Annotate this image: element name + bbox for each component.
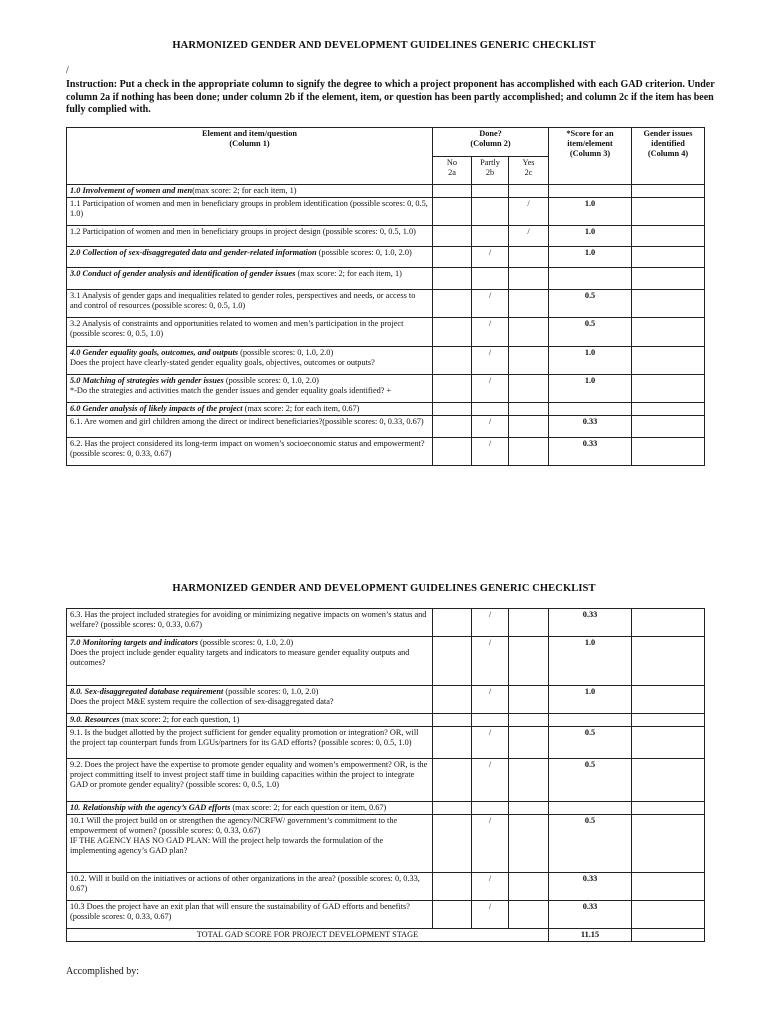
total-issues-cell	[632, 929, 705, 942]
element-cell	[67, 347, 433, 375]
issues-cell	[632, 226, 705, 247]
yes-cell	[509, 416, 549, 438]
element-text: 3.1 Analysis of gender gaps and inequalities related to gender roles, perspectives and needs, or access to and control of resources (possible scores: 0, 0.5, 1.0)	[70, 291, 416, 310]
table-row	[67, 802, 705, 815]
instruction-text: Instruction: Put a check in the appropriate column to signify the degree to which a project proponent has accomplished with each GAD criterion. Under column 2a if nothing has been done; under column 2b if the element, item, or question has been partly accomplished; and column 2c if the item has been fully complied with.	[66, 79, 715, 115]
table-row	[67, 268, 705, 290]
element-text: IF THE AGENCY HAS NO GAD PLAN: Will the project help towards the formulation of the implementing agency’s GAD plan?	[70, 836, 384, 855]
no-cell	[433, 873, 472, 901]
element-text: (max score: 2; for each item, 0.67)	[242, 404, 360, 413]
no-cell	[433, 347, 472, 375]
score-cell	[549, 268, 632, 290]
element-text: Does the project have clearly-stated gender equality goals, objectives, outcomes or outputs?	[70, 358, 375, 367]
score-cell: 0.5	[549, 759, 632, 802]
element-cell	[67, 198, 433, 226]
header-done: Done? (Column 2)	[433, 128, 549, 157]
issues-cell	[632, 815, 705, 873]
score-cell	[549, 403, 632, 416]
partly-cell	[472, 802, 509, 815]
score-cell: 0.33	[549, 438, 632, 466]
element-cell	[67, 375, 433, 403]
table-row	[67, 609, 705, 637]
element-text: 1.2 Participation of women and men in beneficiary groups in project design (possible scores: 0, 0.5, 1.0)	[70, 227, 416, 236]
element-text: (max score: 2; for each item, 1)	[192, 186, 297, 195]
table-row	[67, 198, 705, 226]
table-row	[67, 759, 705, 802]
score-cell: 1.0	[549, 375, 632, 403]
element-cell	[67, 727, 433, 759]
element-cell	[67, 901, 433, 929]
no-cell	[433, 375, 472, 403]
element-cell	[67, 759, 433, 802]
partly-cell	[472, 403, 509, 416]
table-row	[67, 438, 705, 466]
element-cell	[67, 247, 433, 268]
element-text: 10.3 Does the project have an exit plan that will ensure the sustainability of GAD efforts and benefits? (possible scores: 0, 0.33, 0.67)	[70, 902, 410, 921]
element-cell	[67, 815, 433, 873]
section-label: 8.0. Sex-disaggregated database requirement	[70, 687, 224, 696]
element-cell	[67, 416, 433, 438]
issues-cell	[632, 347, 705, 375]
header-partly: Partly 2b	[472, 157, 509, 185]
score-cell: 0.33	[549, 609, 632, 637]
no-cell	[433, 226, 472, 247]
no-cell	[433, 727, 472, 759]
section-label: 3.0 Conduct of gender analysis and identification of gender issues	[70, 269, 296, 278]
partly-cell: /	[472, 290, 509, 318]
issues-cell	[632, 901, 705, 929]
table-row	[67, 290, 705, 318]
element-cell	[67, 873, 433, 901]
issues-cell	[632, 290, 705, 318]
yes-cell	[509, 637, 549, 686]
no-cell	[433, 290, 472, 318]
element-cell	[67, 637, 433, 686]
yes-cell	[509, 802, 549, 815]
element-text: 1.1 Participation of women and men in beneficiary groups in problem identification (possible scores: 0, 0.5, 1.0)	[70, 199, 428, 218]
checklist-table-page1	[66, 127, 705, 466]
no-cell	[433, 318, 472, 347]
yes-cell	[509, 290, 549, 318]
section-label: 2.0 Collection of sex-disaggregated data and gender-related information	[70, 248, 317, 257]
score-cell	[549, 802, 632, 815]
score-cell: 1.0	[549, 198, 632, 226]
partly-cell: /	[472, 759, 509, 802]
yes-cell	[509, 873, 549, 901]
table-row	[67, 226, 705, 247]
issues-cell	[632, 714, 705, 727]
checklist-table-page2	[66, 608, 705, 942]
yes-cell	[509, 714, 549, 727]
issues-cell	[632, 759, 705, 802]
issues-cell	[632, 609, 705, 637]
score-cell: 1.0	[549, 686, 632, 714]
partly-cell: /	[472, 609, 509, 637]
partly-cell	[472, 714, 509, 727]
yes-cell	[509, 185, 549, 198]
element-cell	[67, 318, 433, 347]
table-row	[67, 873, 705, 901]
yes-cell	[509, 403, 549, 416]
element-cell	[67, 438, 433, 466]
element-text: (possible scores: 0, 1.0, 2.0)	[223, 376, 319, 385]
element-text: 3.2 Analysis of constraints and opportunities related to women and men’s participation in the project (possible scores: 0, 0.5, 1.0)	[70, 319, 404, 338]
element-text: (max score: 2; for each question, 1)	[119, 715, 240, 724]
header-issues: Gender issues identified (Column 4)	[632, 128, 705, 185]
partly-cell: /	[472, 375, 509, 403]
partly-cell: /	[472, 901, 509, 929]
table-row	[67, 815, 705, 873]
score-cell	[549, 714, 632, 727]
element-text: (possible scores: 0, 1.0, 2.0)	[197, 638, 294, 647]
element-text: (possible scores: 0, 1.0, 2.0)	[223, 687, 319, 696]
yes-cell	[509, 686, 549, 714]
partly-cell: /	[472, 416, 509, 438]
table-row	[67, 686, 705, 714]
section-label: 1.0 Involvement of women and men	[70, 186, 193, 195]
score-cell: 0.33	[549, 901, 632, 929]
table-row	[67, 375, 705, 403]
issues-cell	[632, 198, 705, 226]
element-text: 10.2. Will it build on the initiatives or actions of other organizations in the area? (possible scores: 0, 0.33, 0.67)	[70, 874, 420, 893]
element-cell	[67, 802, 433, 815]
issues-cell	[632, 268, 705, 290]
issues-cell	[632, 416, 705, 438]
partly-cell: /	[472, 347, 509, 375]
element-cell	[67, 226, 433, 247]
header-score: *Score for an item/element (Column 3)	[549, 128, 632, 185]
page-title-repeat: HARMONIZED GENDER AND DEVELOPMENT GUIDELINES GENERIC CHECKLIST	[172, 583, 596, 594]
score-cell: 0.5	[549, 815, 632, 873]
partly-cell	[472, 198, 509, 226]
section-label: 10. Relationship with the agency’s GAD efforts	[70, 803, 231, 812]
no-cell	[433, 247, 472, 268]
issues-cell	[632, 686, 705, 714]
partly-cell	[472, 268, 509, 290]
yes-cell: /	[509, 198, 549, 226]
table-row	[67, 247, 705, 268]
no-cell	[433, 185, 472, 198]
yes-cell	[509, 727, 549, 759]
yes-cell: /	[509, 226, 549, 247]
no-cell	[433, 714, 472, 727]
no-cell	[433, 609, 472, 637]
table-row	[67, 347, 705, 375]
table-row	[67, 714, 705, 727]
yes-cell	[509, 268, 549, 290]
element-text: Does the project include gender equality targets and indicators to measure gender equality outputs and outcomes?	[70, 648, 410, 667]
element-cell	[67, 686, 433, 714]
issues-cell	[632, 727, 705, 759]
no-cell	[433, 815, 472, 873]
element-text: 10.1 Will the project build on or strengthen the agency/NCRFW/ government’s commitment to the empowerment of women? (possible scores: 0, 0.33, 0.67)	[70, 816, 398, 835]
element-text: *-Do the strategies and activities match the gender issues and gender equality goals identified? +	[70, 386, 392, 395]
section-label: 6.0 Gender analysis of likely impacts of the project	[70, 404, 243, 413]
score-cell: 0.5	[549, 318, 632, 347]
yes-cell	[509, 609, 549, 637]
element-cell	[67, 290, 433, 318]
yes-cell	[509, 247, 549, 268]
table-row	[67, 416, 705, 438]
total-label: TOTAL GAD SCORE FOR PROJECT DEVELOPMENT STAGE	[67, 929, 549, 942]
no-cell	[433, 403, 472, 416]
element-cell	[67, 268, 433, 290]
element-text: 9.1. Is the budget allotted by the project sufficient for gender equality promotion or integration? OR, will the project tap counterpart funds from LGUs/partners for its GAD efforts? (possible scores: 0, 0.5, 1.0)	[70, 728, 419, 747]
issues-cell	[632, 873, 705, 901]
element-cell	[67, 714, 433, 727]
section-label: 7.0 Monitoring targets and indicators	[70, 638, 198, 647]
table-row	[67, 901, 705, 929]
no-cell	[433, 686, 472, 714]
page-title: HARMONIZED GENDER AND DEVELOPMENT GUIDELINES GENERIC CHECKLIST	[172, 40, 596, 51]
element-text: (possible scores: 0, 1.0, 2.0)	[238, 348, 334, 357]
issues-cell	[632, 247, 705, 268]
issues-cell	[632, 403, 705, 416]
accomplished-by: Accomplished by:	[66, 966, 140, 977]
score-cell: 0.5	[549, 290, 632, 318]
score-cell: 1.0	[549, 347, 632, 375]
issues-cell	[632, 802, 705, 815]
no-cell	[433, 901, 472, 929]
table-row	[67, 185, 705, 198]
issues-cell	[632, 318, 705, 347]
no-cell	[433, 198, 472, 226]
element-text: (max score: 2; for each item, 1)	[295, 269, 402, 278]
total-score: 11.15	[549, 929, 632, 942]
no-cell	[433, 416, 472, 438]
yes-cell	[509, 438, 549, 466]
header-element: Element and item/question (Column 1)	[67, 128, 433, 185]
element-text: 9.2. Does the project have the expertise to promote gender equality and women’s empowerment? OR, is the project committing itself to invest project staff time in building capacities within the project to integrate GAD or promote gender equality? (possible scores: 0, 0.5, 1.0)	[70, 760, 428, 789]
partly-cell: /	[472, 247, 509, 268]
element-text: Does the project M&E system require the collection of sex-disaggregated data?	[70, 697, 334, 706]
partly-cell	[472, 185, 509, 198]
issues-cell	[632, 438, 705, 466]
score-cell: 0.33	[549, 416, 632, 438]
yes-cell	[509, 375, 549, 403]
element-text: (possible scores: 0, 1.0, 2.0)	[316, 248, 412, 257]
no-cell	[433, 637, 472, 686]
yes-cell	[509, 815, 549, 873]
stray-mark: /	[66, 65, 69, 76]
score-cell: 0.33	[549, 873, 632, 901]
table-row	[67, 637, 705, 686]
score-cell	[549, 185, 632, 198]
yes-cell	[509, 759, 549, 802]
issues-cell	[632, 375, 705, 403]
section-label: 5.0 Matching of strategies with gender issues	[70, 376, 224, 385]
no-cell	[433, 802, 472, 815]
no-cell	[433, 268, 472, 290]
yes-cell	[509, 901, 549, 929]
yes-cell	[509, 318, 549, 347]
element-cell	[67, 403, 433, 416]
element-cell	[67, 185, 433, 198]
issues-cell	[632, 637, 705, 686]
table-row	[67, 318, 705, 347]
partly-cell: /	[472, 727, 509, 759]
partly-cell: /	[472, 637, 509, 686]
element-text: 6.1. Are women and girl children among the direct or indirect beneficiaries?(possible scores: 0, 0.33, 0.67)	[70, 417, 424, 426]
partly-cell: /	[472, 318, 509, 347]
section-label: 4.0 Gender equality goals, outcomes, and outputs	[70, 348, 239, 357]
partly-cell: /	[472, 686, 509, 714]
issues-cell	[632, 185, 705, 198]
element-text: 6.2. Has the project considered its long-term impact on women’s socioeconomic status and empowerment? (possible scores: 0, 0.33, 0.67)	[70, 439, 425, 458]
score-cell: 1.0	[549, 247, 632, 268]
table-row	[67, 727, 705, 759]
table-row	[67, 403, 705, 416]
element-cell	[67, 609, 433, 637]
header-yes: Yes 2c	[509, 157, 549, 185]
no-cell	[433, 759, 472, 802]
yes-cell	[509, 347, 549, 375]
score-cell: 0.5	[549, 727, 632, 759]
partly-cell: /	[472, 815, 509, 873]
element-text: (max score: 2; for each question or item, 0.67)	[230, 803, 387, 812]
section-label: 9.0. Resources	[70, 715, 120, 724]
score-cell: 1.0	[549, 226, 632, 247]
partly-cell: /	[472, 438, 509, 466]
no-cell	[433, 438, 472, 466]
partly-cell	[472, 226, 509, 247]
header-no: No 2a	[433, 157, 472, 185]
element-text: 6.3. Has the project included strategies for avoiding or minimizing negative impacts on women’s status and welfare? (possible scores: 0, 0.33, 0.67)	[70, 610, 427, 629]
partly-cell: /	[472, 873, 509, 901]
score-cell: 1.0	[549, 637, 632, 686]
